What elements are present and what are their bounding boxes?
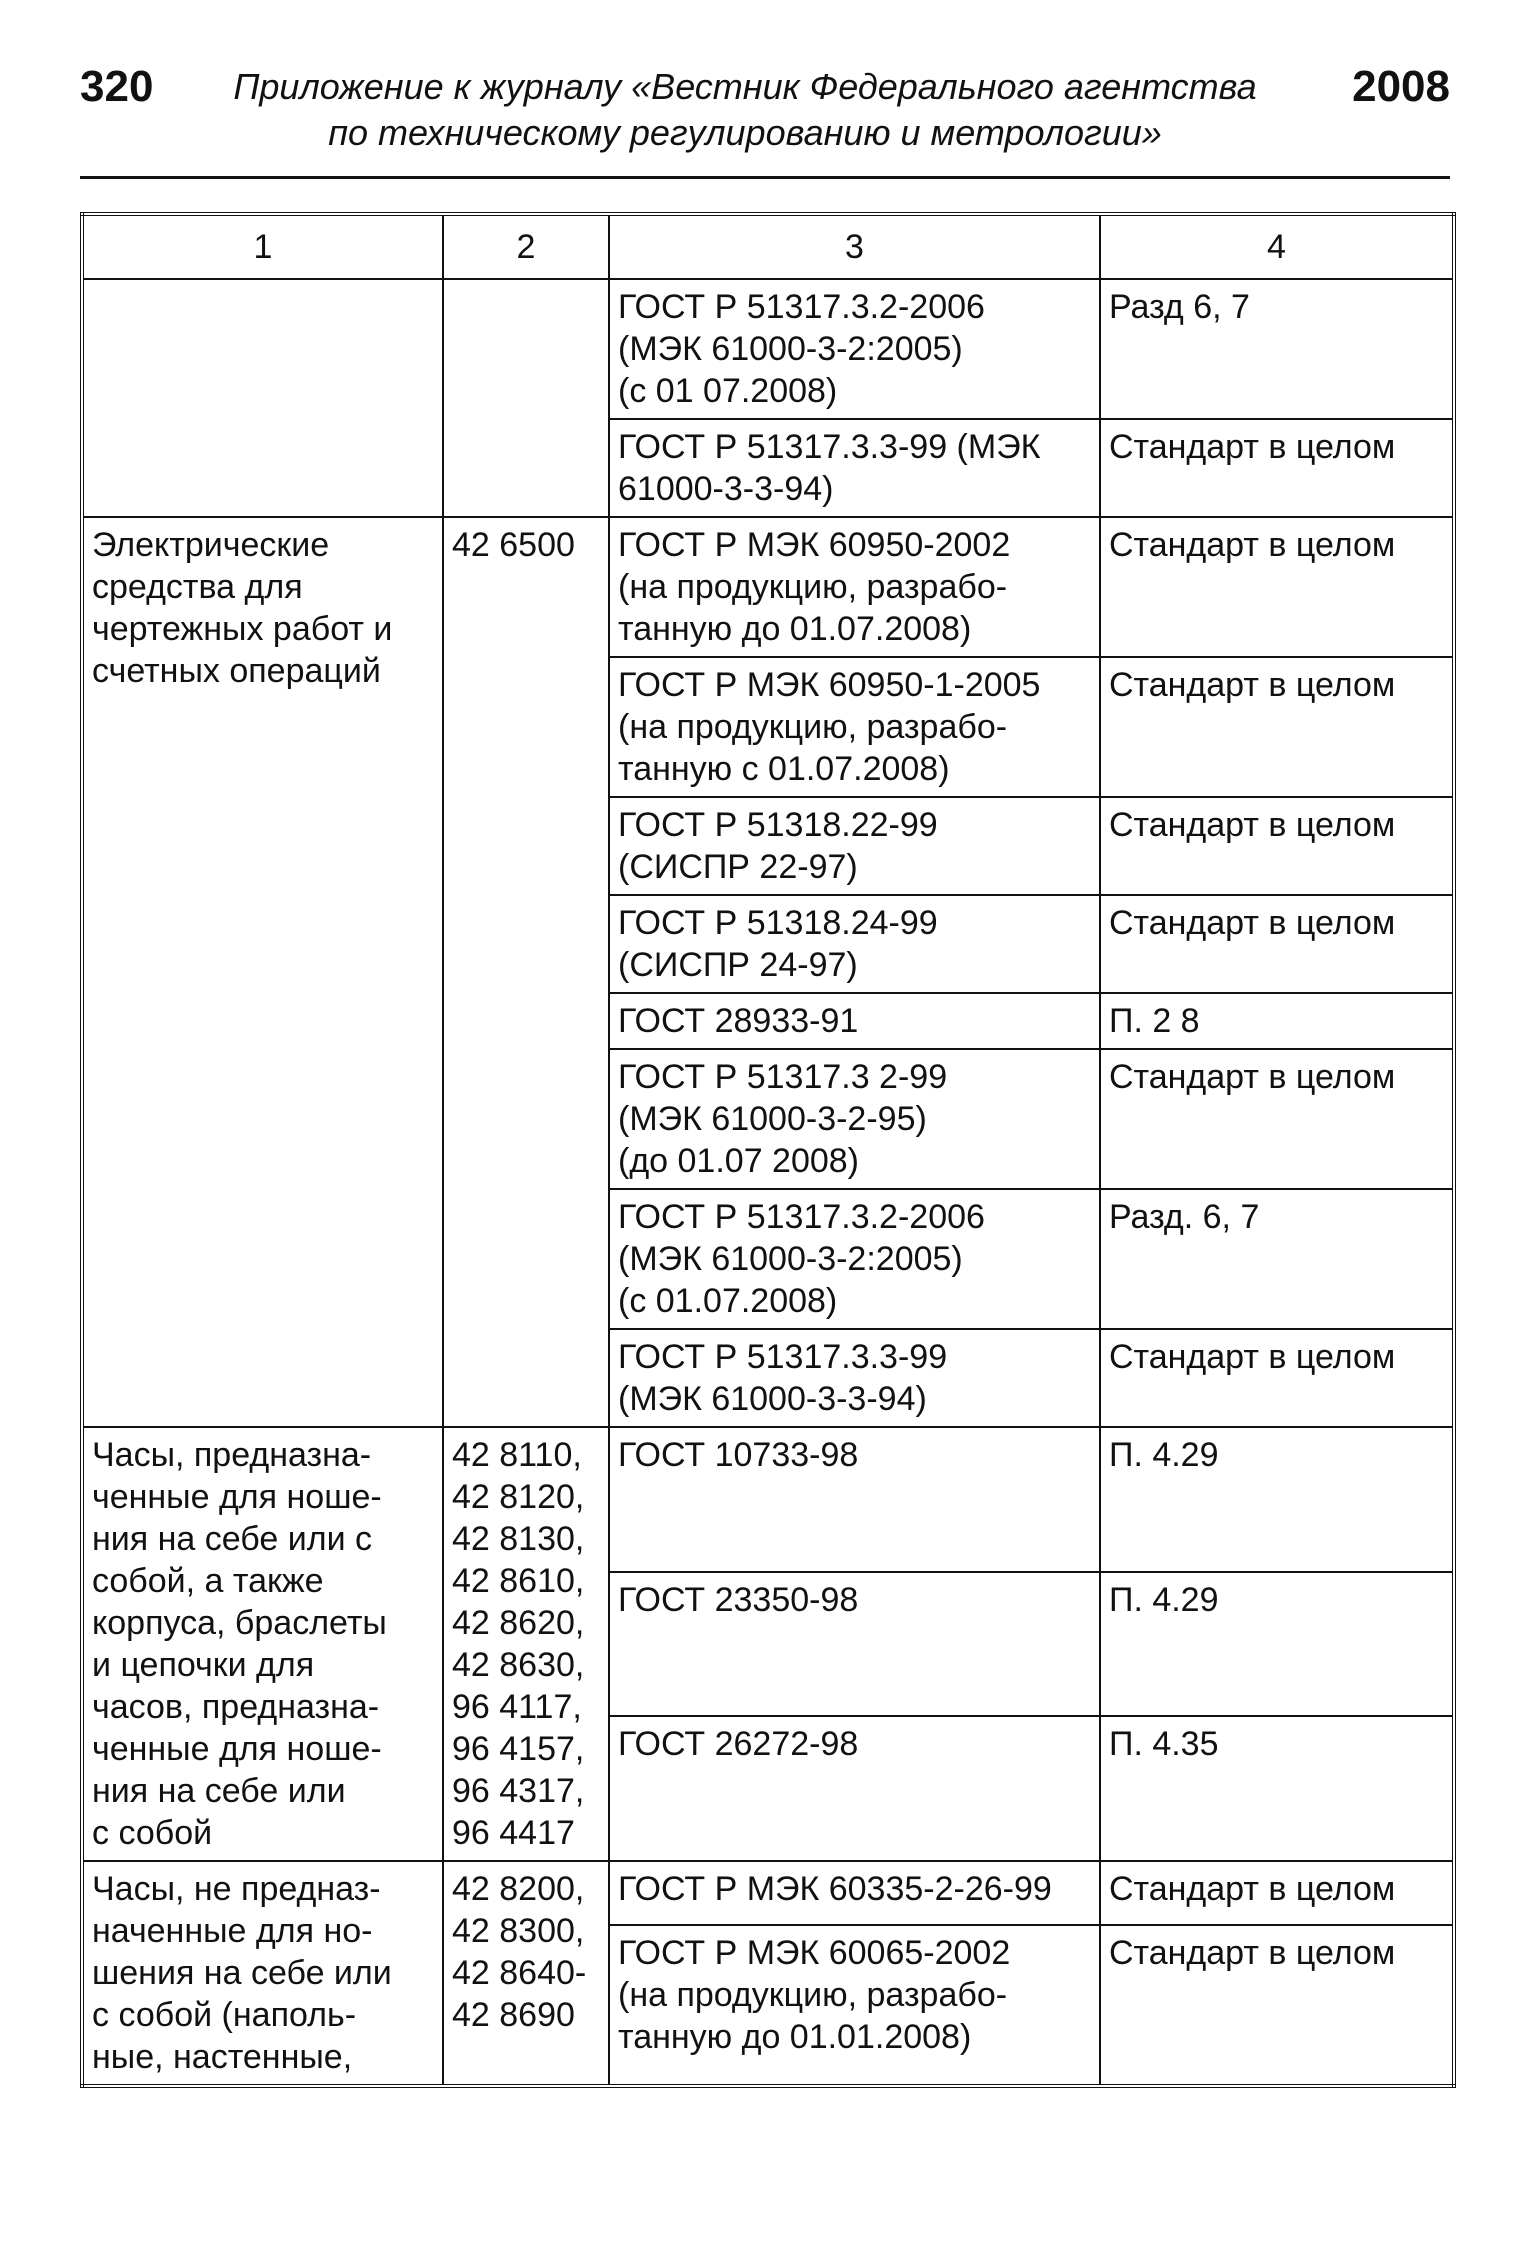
- scope-cell: Стандарт в целом: [1100, 1049, 1454, 1189]
- issue-year: 2008: [1352, 62, 1450, 111]
- standards-table: [80, 212, 1456, 2088]
- standard-line: ГОСТ Р МЭК 60950-2002: [618, 526, 1011, 564]
- okp-code: 96 4317,: [452, 1772, 585, 1810]
- product-line: Электрические: [92, 526, 330, 564]
- standard-cell: [609, 1861, 1100, 1925]
- product-line: Часы, не предназ-: [92, 1870, 381, 1908]
- table-row: [82, 1861, 1454, 1925]
- column-header: 3: [609, 214, 1100, 279]
- product-cell: [82, 279, 443, 517]
- okp-code: 42 8640-: [452, 1954, 587, 1992]
- scope-cell: П. 4.35: [1100, 1716, 1454, 1861]
- standard-line: (МЭК 61000-3-3-94): [618, 1380, 927, 1418]
- standard-line: танную до 01.07.2008): [618, 610, 972, 648]
- table-row: [82, 279, 1454, 419]
- standard-cell: [609, 1716, 1100, 1861]
- column-header: 4: [1100, 214, 1454, 279]
- standard-line: ГОСТ Р МЭК 60950-1-2005: [618, 666, 1041, 704]
- journal-title-line: по техническому регулированию и метрологии»: [328, 112, 1162, 153]
- standard-line: ГОСТ Р 51317.3 2-99: [618, 1058, 948, 1096]
- table-row: [82, 517, 1454, 657]
- table-body: [82, 279, 1454, 2086]
- okp-code: 42 8630,: [452, 1646, 585, 1684]
- okp-code: 42 8610,: [452, 1562, 585, 1600]
- standard-line: ГОСТ Р МЭК 60335-2-26-99: [618, 1870, 1052, 1908]
- standard-line: ГОСТ Р 51317.3.3-99: [618, 1338, 948, 1376]
- journal-title: [200, 64, 1290, 156]
- scope-cell: Стандарт в целом: [1100, 797, 1454, 895]
- okp-code-cell: [443, 279, 609, 517]
- standard-line: танную до 01.01.2008): [618, 2017, 972, 2056]
- standard-line: ГОСТ Р 51318.22-99: [618, 806, 938, 844]
- table-row: [82, 1427, 1454, 1572]
- scope-cell: Разд. 6, 7: [1100, 1189, 1454, 1329]
- column-header: 2: [443, 214, 609, 279]
- standard-line: (МЭК 61000-3-2:2005): [618, 1240, 963, 1278]
- standard-cell: [609, 895, 1100, 993]
- standard-line: (СИСПР 24-97): [618, 946, 858, 984]
- scope-cell: Стандарт в целом: [1100, 517, 1454, 657]
- standard-line: ГОСТ 26272-98: [618, 1725, 859, 1764]
- product-line: шения на себе или: [92, 1954, 392, 1992]
- standard-line: ГОСТ 23350-98: [618, 1580, 859, 1619]
- product-line: ченные для ноше-: [92, 1478, 382, 1516]
- header-rule: [80, 176, 1450, 179]
- scope-cell: П. 2 8: [1100, 993, 1454, 1049]
- scope-cell: Стандарт в целом: [1100, 1925, 1454, 2086]
- standard-cell: [609, 797, 1100, 895]
- standard-line: (на продукцию, разрабо-: [618, 708, 1008, 746]
- okp-code-cell: [443, 1861, 609, 2086]
- scope-cell: П. 4.29: [1100, 1572, 1454, 1717]
- running-header: [80, 62, 1450, 172]
- product-cell: [82, 1861, 443, 2086]
- okp-code: 96 4157,: [452, 1730, 585, 1768]
- standard-line: 61000-3-3-94): [618, 470, 834, 508]
- standard-line: (на продукцию, разрабо-: [618, 568, 1008, 606]
- product-line: наченные для но-: [92, 1912, 373, 1950]
- standard-cell: [609, 1329, 1100, 1427]
- standard-cell: [609, 1572, 1100, 1717]
- standard-line: (с 01.07.2008): [618, 1282, 838, 1320]
- okp-code: 42 8620,: [452, 1604, 585, 1642]
- product-line: Часы, предназна-: [92, 1436, 372, 1474]
- okp-code: 42 8110,: [452, 1436, 582, 1474]
- product-line: ния на себе или: [92, 1772, 346, 1810]
- standard-line: ГОСТ Р 51317.3.2-2006: [618, 1198, 985, 1236]
- product-line: ния на себе или с: [92, 1520, 373, 1558]
- standard-cell: [609, 657, 1100, 797]
- okp-code: 42 8300,: [452, 1912, 585, 1950]
- okp-code: 42 8200,: [452, 1870, 585, 1908]
- product-line: счетных операций: [92, 652, 381, 690]
- standard-line: (СИСПР 22-97): [618, 848, 858, 886]
- product-line: с собой: [92, 1814, 213, 1852]
- standard-line: ГОСТ 28933-91: [618, 1002, 859, 1040]
- page-number: 320: [80, 62, 154, 111]
- standard-line: (до 01.07 2008): [618, 1142, 860, 1180]
- product-line: ченные для ноше-: [92, 1730, 382, 1768]
- standard-line: (МЭК 61000-3-2:2005): [618, 330, 963, 368]
- standard-line: ГОСТ Р 51317.3.2-2006: [618, 288, 985, 326]
- standard-line: (МЭК 61000-3-2-95): [618, 1100, 927, 1138]
- standard-cell: [609, 419, 1100, 517]
- product-line: и цепочки для: [92, 1646, 315, 1684]
- standard-cell: [609, 993, 1100, 1049]
- okp-code-cell: [443, 517, 609, 1427]
- okp-code: 42 8690: [452, 1996, 575, 2034]
- product-line: корпуса, браслеты: [92, 1604, 387, 1642]
- standard-cell: [609, 1427, 1100, 1572]
- product-line: средства для: [92, 568, 303, 606]
- standard-cell: [609, 1925, 1100, 2086]
- standard-line: танную с 01.07.2008): [618, 750, 950, 788]
- scope-cell: Стандарт в целом: [1100, 1329, 1454, 1427]
- product-line: собой, а также: [92, 1562, 324, 1600]
- standard-cell: [609, 1049, 1100, 1189]
- standard-line: (с 01 07.2008): [618, 372, 838, 410]
- product-cell: [82, 517, 443, 1427]
- scope-cell: Стандарт в целом: [1100, 895, 1454, 993]
- product-line: ные, настенные,: [92, 2038, 353, 2076]
- journal-title-line: Приложение к журналу «Вестник Федерального агентства: [233, 66, 1257, 107]
- scope-cell: Стандарт в целом: [1100, 419, 1454, 517]
- scope-cell: Стандарт в целом: [1100, 657, 1454, 797]
- okp-code-cell: [443, 1427, 609, 1861]
- okp-code: 96 4117,: [452, 1688, 582, 1726]
- product-line: чертежных работ и: [92, 610, 393, 648]
- standard-line: ГОСТ 10733-98: [618, 1436, 859, 1474]
- standard-cell: [609, 279, 1100, 419]
- okp-code: 42 8120,: [452, 1478, 585, 1516]
- standard-cell: [609, 1189, 1100, 1329]
- column-header: 1: [82, 214, 443, 279]
- product-line: с собой (наполь-: [92, 1996, 357, 2034]
- scope-cell: Стандарт в целом: [1100, 1861, 1454, 1925]
- standard-line: ГОСТ Р 51317.3.3-99 (МЭК: [618, 428, 1041, 466]
- okp-code: 42 8130,: [452, 1520, 585, 1558]
- okp-code: 96 4417: [452, 1814, 575, 1852]
- column-number-row: [82, 214, 1454, 279]
- scope-cell: Разд 6, 7: [1100, 279, 1454, 419]
- okp-code: 42 6500: [452, 526, 575, 564]
- standard-line: ГОСТ Р МЭК 60065-2002: [618, 1933, 1011, 1972]
- standard-line: (на продукцию, разрабо-: [618, 1975, 1008, 2014]
- product-line: часов, предназна-: [92, 1688, 380, 1726]
- standard-cell: [609, 517, 1100, 657]
- standard-line: ГОСТ Р 51318.24-99: [618, 904, 938, 942]
- scope-cell: П. 4.29: [1100, 1427, 1454, 1572]
- product-cell: [82, 1427, 443, 1861]
